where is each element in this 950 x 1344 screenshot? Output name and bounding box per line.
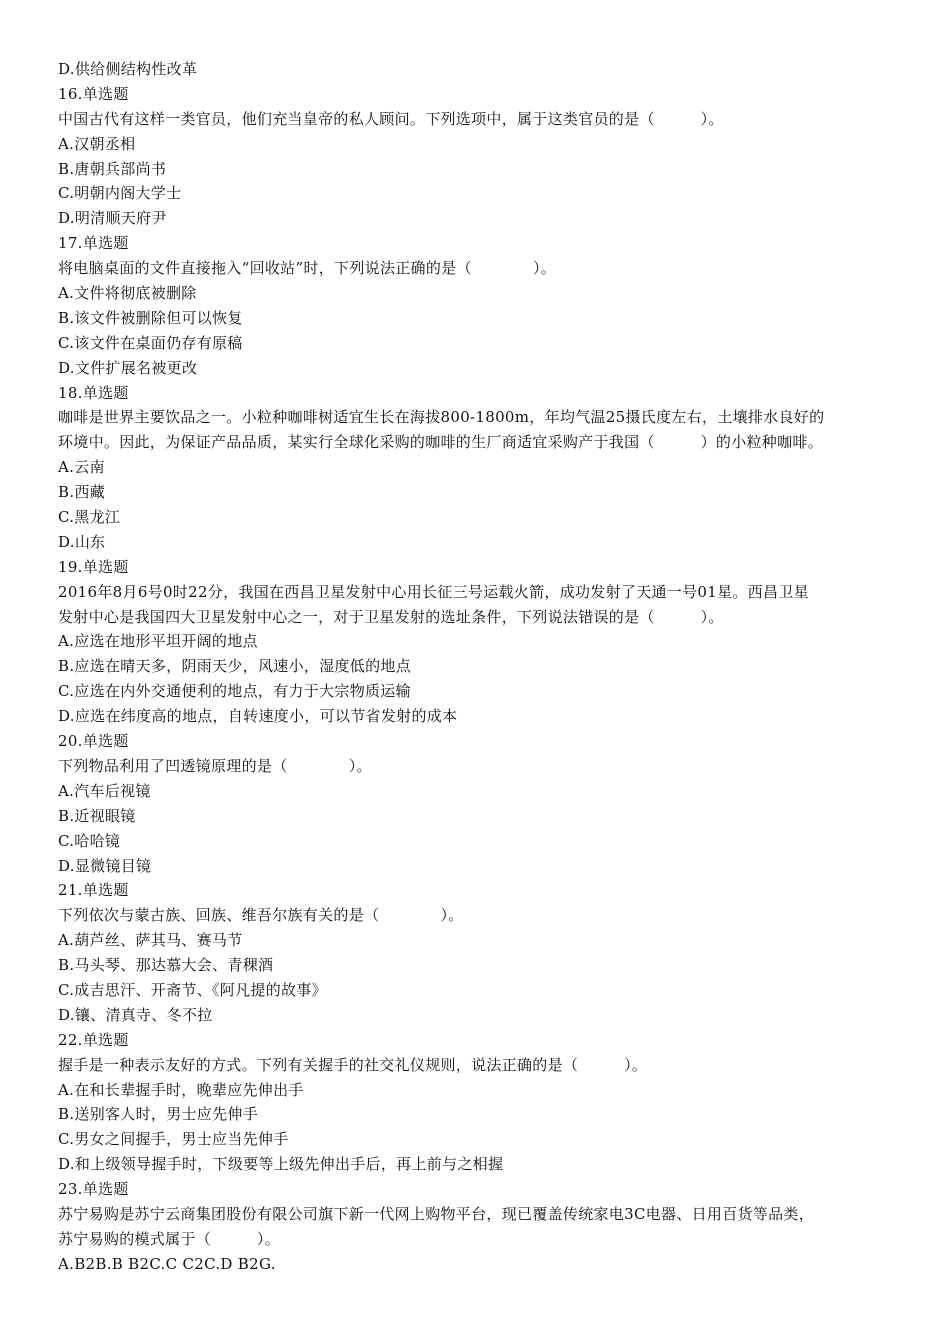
question-16 [58, 82, 894, 231]
option-d: D.山东 [58, 532, 106, 551]
question-stem: 将电脑桌面的文件直接拖入“回收站”时，下列说法正确的是（ ）。 [58, 259, 557, 278]
question-header: 21.单选题 [58, 881, 129, 900]
option-a: A.云南 [58, 458, 105, 477]
option-c: C.该文件在桌面仍存有原稿 [58, 333, 243, 352]
options-inline: A.B2B.B B2C.C C2C.D B2G. [58, 1254, 276, 1273]
exam-page [58, 57, 894, 1277]
option-c: C.应选在内外交通便利的地点，有力于大宗物质运输 [58, 682, 411, 701]
option-d: D.文件扩展名被更改 [58, 358, 198, 377]
option-d: D.应选在纬度高的地点，自转速度小，可以节省发射的成本 [58, 707, 458, 726]
question-stem: 握手是一种表示友好的方式。下列有关握手的社交礼仪规则，说法正确的是（ ）。 [58, 1055, 648, 1074]
question-stem-line-2: 苏宁易购的模式属于（ ）。 [58, 1229, 281, 1248]
option-b: B.唐朝兵部尚书 [58, 159, 167, 178]
option-d: D.镶、清真寺、冬不拉 [58, 1005, 213, 1024]
option-a: A.汉朝丞相 [58, 134, 136, 153]
question-22 [58, 1028, 894, 1177]
question-header: 23.单选题 [58, 1180, 129, 1199]
question-stem: 中国古代有这样一类官员，他们充当皇帝的私人顾问。下列选项中，属于这类官员的是（ ）。 [58, 109, 724, 128]
question-stem-line-1: 苏宁易购是苏宁云商集团股份有限公司旗下新一代网上购物平台，现已覆盖传统家电3C电器、日用百货等品类， [58, 1204, 815, 1223]
option-c: C.成吉思汗、开斋节、《阿凡提的故事》 [58, 980, 327, 999]
question-header: 19.单选题 [58, 557, 129, 576]
question-21 [58, 878, 894, 1027]
question-stem-line-2: 发射中心是我国四大卫星发射中心之一，对于卫星发射的选址条件，下列说法错误的是（ ）。 [58, 607, 724, 626]
option-b: B.近视眼镜 [58, 806, 136, 825]
option-c: C.哈哈镜 [58, 831, 121, 850]
option-c: C.男女之间握手，男士应当先伸手 [58, 1130, 289, 1149]
option-c: C.明朝内阁大学士 [58, 184, 182, 203]
question-17 [58, 231, 894, 380]
option-a: A.汽车后视镜 [58, 781, 151, 800]
question-stem-line-1: 2016年8月6号0时22分，我国在西昌卫星发射中心用长征三号运载火箭，成功发射了天通一号01星。西昌卫星 [58, 582, 809, 601]
question-header: 18.单选题 [58, 383, 129, 402]
option-c: C.黑龙江 [58, 508, 121, 527]
option-a: A.在和长辈握手时，晚辈应先伸出手 [58, 1080, 304, 1099]
option-b: B.该文件被删除但可以恢复 [58, 308, 243, 327]
question-stem-line-1: 咖啡是世界主要饮品之一。小粒种咖啡树适宜生长在海拔800-1800m，年均气温25摄氏度左右，土壤排水良好的 [58, 408, 825, 427]
option-d: D.显微镜目镜 [58, 856, 152, 875]
question-stem-line-2: 环境中。因此，为保证产品品质，某实行全球化采购的咖啡的生厂商适宜采购产于我国（ ）的小粒种咖啡。 [58, 433, 824, 452]
question-stem: 下列物品利用了凹透镜原理的是（ ）。 [58, 756, 372, 775]
option-d-prev-question: D.供给侧结构性改革 [58, 60, 198, 78]
question-20 [58, 729, 894, 878]
option-d: D.和上级领导握手时，下级要等上级先伸出手后，再上前与之相握 [58, 1155, 504, 1174]
question-18 [58, 381, 894, 555]
question-19 [58, 555, 894, 729]
option-a: A.应选在地形平坦开阔的地点 [58, 632, 258, 651]
option-a: A.葫芦丝、萨其马、赛马节 [58, 931, 243, 950]
question-header: 22.单选题 [58, 1030, 129, 1049]
option-b: B.应选在晴天多，阴雨天少，风速小，湿度低的地点 [58, 657, 411, 676]
option-b: B.马头琴、那达慕大会、青稞酒 [58, 956, 274, 975]
option-b: B.送别客人时，男士应先伸手 [58, 1105, 258, 1124]
option-b: B.西藏 [58, 483, 105, 502]
question-header: 20.单选题 [58, 732, 129, 751]
question-header: 17.单选题 [58, 234, 129, 253]
question-stem: 下列依次与蒙古族、回族、维吾尔族有关的是（ ）。 [58, 906, 464, 925]
option-d: D.明清顺天府尹 [58, 209, 167, 228]
question-23 [58, 1177, 894, 1277]
option-a: A.文件将彻底被删除 [58, 284, 197, 303]
question-header: 16.单选题 [58, 84, 129, 103]
